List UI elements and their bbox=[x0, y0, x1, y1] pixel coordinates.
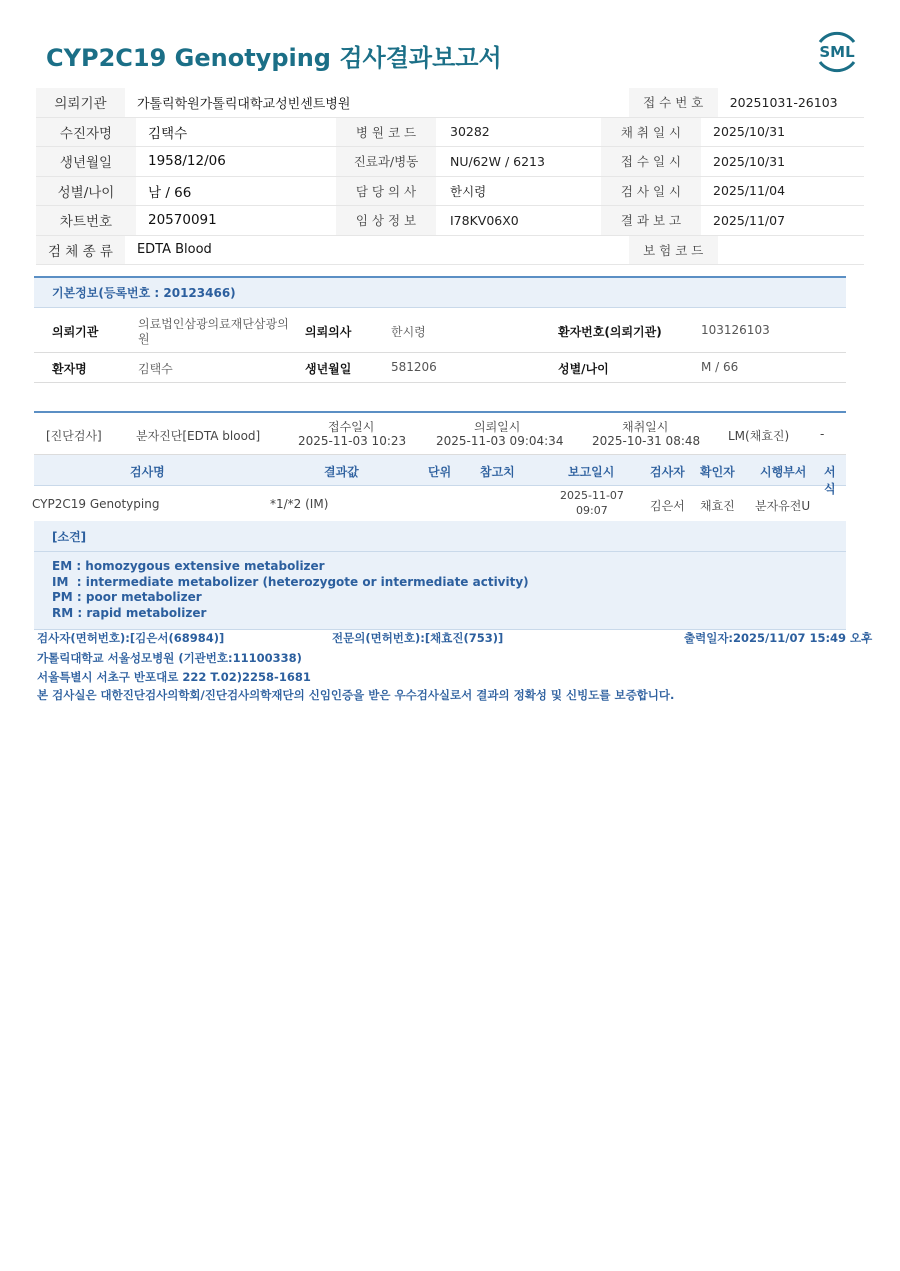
requested-datetime: 2025-11-03 09:04:34 bbox=[436, 434, 564, 448]
opinion-line: EM : homozygous extensive metabolizer bbox=[52, 559, 325, 573]
header-row bbox=[36, 147, 864, 177]
test-category: [진단검사] bbox=[46, 429, 102, 443]
value-birth-date: 581206 bbox=[391, 360, 437, 374]
label-receipt-date: 접 수 일 시 bbox=[601, 147, 701, 176]
value-birth-date: 1958/12/06 bbox=[148, 153, 226, 170]
label-result-report: 결 과 보 고 bbox=[601, 206, 701, 235]
label-birth-date: 생년월일 bbox=[305, 362, 352, 376]
value-receipt-number: 20251031-26103 bbox=[729, 94, 838, 110]
lm-confirmer: LM(채효진) bbox=[728, 429, 790, 443]
label-chart-number: 차트번호 bbox=[36, 206, 136, 235]
basic-info-row bbox=[34, 353, 846, 383]
footer-certification: 본 검사실은 대한진단검사의학회/진단검사의학재단의 신임인증을 받은 우수검사실로서 결과의 정확성 및 신빙도를 보증합니다. bbox=[37, 688, 675, 702]
footer-specialist: 전문의(면허번호):[채효진(753)] bbox=[332, 631, 504, 645]
sml-logo bbox=[812, 28, 862, 76]
label-sex-age: 성별/나이 bbox=[36, 177, 136, 206]
value-requesting-institution: 가톨릭학원가톨릭대학교성빈센트병원 bbox=[136, 96, 351, 112]
opinion-line: RM : rapid metabolizer bbox=[52, 606, 207, 621]
result-checker: 채효진 bbox=[700, 499, 735, 513]
header-row bbox=[36, 118, 864, 148]
label-requesting-doctor: 의뢰의사 bbox=[305, 325, 352, 339]
col-tester: 검사자 bbox=[650, 465, 685, 479]
patient-header-table bbox=[36, 88, 864, 265]
header-row bbox=[36, 206, 864, 236]
value-requesting-institution-line1: 의료법인삼광의료재단삼광의 bbox=[138, 317, 289, 331]
label-hospital-code: 병 원 코 드 bbox=[336, 118, 436, 147]
header-row bbox=[36, 236, 864, 266]
label-patient-name: 수진자명 bbox=[36, 118, 136, 147]
value-collection-date: 2025/10/31 bbox=[713, 124, 786, 140]
basic-info-row bbox=[34, 308, 846, 353]
label-department-ward: 진료과/병동 bbox=[336, 147, 436, 176]
requested-label: 의뢰일시 bbox=[474, 420, 521, 434]
result-tester: 김은서 bbox=[650, 499, 685, 513]
basic-info-section bbox=[34, 276, 846, 383]
test-section bbox=[34, 411, 846, 524]
value-clinical-info: I78KV06X0 bbox=[450, 212, 519, 228]
label-clinical-info: 임 상 정 보 bbox=[336, 206, 436, 235]
received-label: 접수일시 bbox=[328, 420, 375, 434]
value-patient-number: 103126103 bbox=[701, 323, 770, 337]
col-result: 결과값 bbox=[324, 465, 359, 479]
result-report-time: 09:07 bbox=[576, 504, 608, 517]
received-datetime: 2025-11-03 10:23 bbox=[298, 434, 407, 448]
value-chart-number: 20570091 bbox=[148, 212, 217, 229]
label-test-date: 검 사 일 시 bbox=[601, 177, 701, 206]
opinion-heading: [소견] bbox=[34, 521, 846, 552]
header-row bbox=[36, 88, 864, 118]
label-receipt-number: 접 수 번 호 bbox=[629, 88, 718, 117]
value-sex-age: M / 66 bbox=[701, 360, 739, 374]
value-specimen-type: EDTA Blood bbox=[136, 242, 212, 258]
label-birth-date: 생년월일 bbox=[36, 147, 136, 176]
result-department: 분자유전U bbox=[755, 499, 811, 513]
footer-print-date: 출력일자:2025/11/07 15:49 오후 bbox=[684, 631, 873, 645]
label-sex-age: 성별/나이 bbox=[558, 362, 609, 376]
col-test-name: 검사명 bbox=[130, 465, 165, 479]
dash: - bbox=[820, 427, 825, 441]
report-title: CYP2C19 Genotyping 검사결과보고서 bbox=[46, 44, 502, 72]
value-patient-name: 김택수 bbox=[148, 125, 188, 142]
value-sex-age: 남 / 66 bbox=[148, 184, 192, 201]
label-specimen-type: 검 체 종 류 bbox=[36, 236, 125, 265]
value-test-date: 2025/11/04 bbox=[713, 183, 786, 199]
value-patient-name: 김택수 bbox=[138, 362, 173, 376]
opinion-line: IM : intermediate metabolizer (heterozygote or intermediate activity) bbox=[52, 574, 529, 589]
value-requesting-doctor: 한시령 bbox=[391, 325, 426, 339]
collected-datetime: 2025-10-31 08:48 bbox=[592, 434, 701, 448]
opinion-line: PM : poor metabolizer bbox=[52, 590, 202, 605]
value-insurance-code bbox=[718, 236, 864, 265]
basic-info-heading: 기본정보(등록번호 : 20123466) bbox=[34, 278, 846, 308]
result-value: *1/*2 (IM) bbox=[270, 497, 329, 511]
col-department: 시행부서 bbox=[760, 465, 807, 479]
label-attending-doctor: 담 당 의 사 bbox=[336, 177, 436, 206]
footer-address: 서울특별시 서초구 반포대로 222 T.02)2258-1681 bbox=[37, 670, 311, 684]
test-type: 분자진단[EDTA blood] bbox=[136, 429, 261, 443]
opinion-body bbox=[34, 552, 846, 630]
label-insurance-code: 보 험 코 드 bbox=[629, 236, 718, 265]
value-requesting-institution-line2: 원 bbox=[138, 332, 150, 346]
result-row bbox=[34, 486, 846, 524]
result-test-name: CYP2C19 Genotyping bbox=[32, 497, 160, 511]
col-report-datetime: 보고일시 bbox=[568, 465, 615, 479]
test-summary-row bbox=[34, 413, 846, 455]
col-unit: 단위 bbox=[428, 465, 452, 479]
value-receipt-date: 2025/10/31 bbox=[713, 153, 786, 169]
footer-tester: 검사자(면허번호):[김은서(68984)] bbox=[37, 631, 225, 645]
col-checker: 확인자 bbox=[700, 465, 735, 479]
label-collection-date: 채 취 일 시 bbox=[601, 118, 701, 147]
value-department-ward: NU/62W / 6213 bbox=[450, 153, 545, 169]
label-patient-name: 환자명 bbox=[52, 362, 87, 376]
value-attending-doctor: 한시령 bbox=[450, 183, 487, 199]
label-requesting-institution: 의뢰기관 bbox=[36, 88, 125, 117]
col-form: 서식 bbox=[824, 465, 836, 496]
collected-label: 채취일시 bbox=[622, 420, 669, 434]
label-requesting-institution: 의뢰기관 bbox=[52, 325, 99, 339]
footer-hospital: 가톨릭대학교 서울성모병원 (기관번호:11100338) bbox=[37, 651, 302, 665]
logo-text: SML bbox=[819, 43, 855, 61]
label-patient-number: 환자번호(의뢰기관) bbox=[558, 325, 662, 339]
value-result-report: 2025/11/07 bbox=[713, 212, 786, 228]
opinion-section bbox=[34, 521, 846, 630]
result-report-date: 2025-11-07 bbox=[560, 489, 624, 502]
value-hospital-code: 30282 bbox=[450, 124, 490, 140]
header-row bbox=[36, 177, 864, 207]
col-reference: 참고치 bbox=[480, 465, 515, 479]
